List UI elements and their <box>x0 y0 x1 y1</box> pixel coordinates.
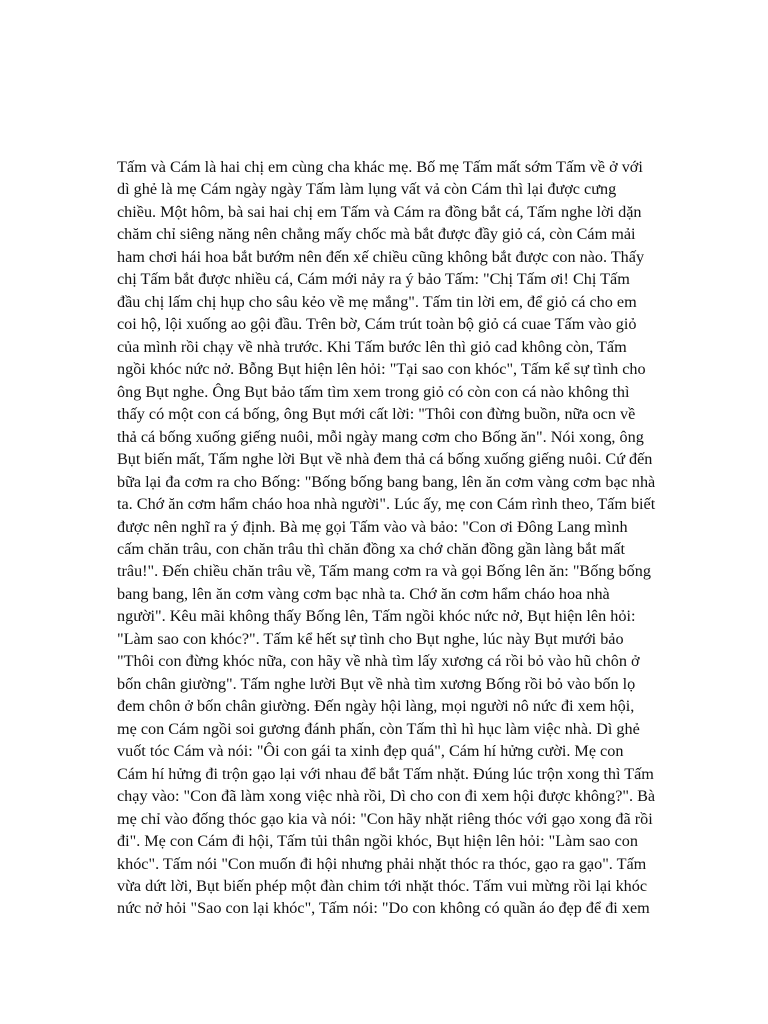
text-line: khóc". Tấm nói "Con muốn đi hội nhưng phải nhặt thóc ra thóc, gạo ra gạo". Tấm <box>117 854 647 873</box>
text-line: đi". Mẹ con Cám đi hội, Tấm tủi thân ngồi khóc, Bụt hiện lên hỏi: "Làm sao con <box>117 832 638 851</box>
text-line: vừa dứt lời, Bụt biến phép một đàn chim tới nhặt thóc. Tấm vui mừng rồi lại khóc <box>117 877 648 895</box>
text-line: ông Bụt nghe. Ông Bụt bảo tấm tìm xem trong giỏ có còn con cá nào không thì <box>117 382 630 401</box>
text-line: của mình rồi chạy về nhà trước. Khi Tấm bước lên thì giỏ cad không còn, Tấm <box>117 337 627 356</box>
text-line: Bụt biến mất, Tấm nghe lời Bụt về nhà đem thả cá bống xuống giếng nuôi. Cứ đến <box>117 450 653 469</box>
text-line: chiều. Một hôm, bà sai hai chị em Tấm và Cám ra đồng bắt cá, Tấm nghe lời dặn <box>117 202 642 221</box>
text-line: chăm chỉ siêng năng nên chẳng mấy chốc mà bắt được đầy giỏ cá, còn Cám mải <box>117 225 636 244</box>
text-line: vuốt tóc Cám và nói: "Ôi con gái ta xinh đẹp quá", Cám hí hửng cười. Mẹ con <box>117 742 624 761</box>
text-line: "Làm sao con khóc?". Tấm kể hết sự tình cho Bụt nghe, lúc này Bụt mưới bảo <box>117 629 624 648</box>
text-line: trâu!". Đến chiều chăn trâu về, Tấm mang cơm ra và gọi Bống lên ăn: "Bống bống <box>117 562 651 581</box>
text-line: mẹ chỉ vào đống thóc gạo kia và nói: "Con hãy nhặt riêng thóc với gạo xong đã rồi <box>117 809 653 828</box>
text-line: bang bang, lên ăn cơm vàng cơm bạc nhà ta. Chớ ăn cơm hẩm cháo hoa nhà <box>117 584 610 603</box>
text-line: đem chôn ở bốn chân giường. Đến ngày hội làng, mọi người nô nức đi xem hội, <box>117 697 635 716</box>
story-text <box>117 156 677 920</box>
text-line: thấy có một con cá bống, ông Bụt mới cất lời: "Thôi con đừng buồn, nữa ocn về <box>117 405 636 424</box>
text-line: coi hộ, lội xuống ao gội đầu. Trên bờ, Cám trút toàn bộ giỏ cá cuae Tấm vào giỏ <box>117 315 637 334</box>
text-line: thả cá bống xuống giếng nuôi, mỗi ngày mang cơm cho Bống ăn". Nói xong, ông <box>117 427 644 446</box>
text-line: đầu chị lấm chị hụp cho sâu kẻo về mẹ mắng". Tấm tin lời em, để giỏ cá cho em <box>117 292 637 311</box>
text-line: bữa lại đa cơm ra cho Bống: "Bống bống bang bang, lên ăn cơm vàng cơm bạc nhà <box>117 472 656 491</box>
text-line: bốn chân giường". Tấm nghe lười Bụt về nhà tìm xương Bống rồi bỏ vào bốn lọ <box>117 674 636 693</box>
text-line: chị Tấm bắt được nhiều cá, Cám mới nảy ra ý bảo Tấm: "Chị Tấm ơi! Chị Tấm <box>117 270 630 289</box>
text-line: Cám hí hửng đi trộn gạo lại với nhau để bắt Tấm nhặt. Đúng lúc trộn xong thì Tấm <box>117 764 654 783</box>
text-line: nức nở hỏi "Sao con lại khóc", Tấm nói: "Do con không có quần áo đẹp để đi xem <box>117 899 650 918</box>
text-line: người". Kêu mãi không thấy Bống lên, Tấm ngồi khóc nức nở, Bụt hiện lên hỏi: <box>117 607 636 626</box>
text-line: "Thôi con đừng khóc nữa, con hãy về nhà tìm lấy xương cá rồi bỏ vào hũ chôn ở <box>117 652 640 671</box>
text-line: ta. Chớ ăn cơm hẩm cháo hoa nhà người". Lúc ấy, mẹ con Cám rình theo, Tấm biết <box>117 495 656 514</box>
text-line: mẹ con Cám ngồi soi gương đánh phấn, còn Tấm thì hì hục làm việc nhà. Dì ghẻ <box>117 719 640 738</box>
text-line: ngồi khóc nức nở. Bỗng Bụt hiện lên hỏi: "Tại sao con khóc", Tấm kể sự tình cho <box>117 360 646 379</box>
text-line: dì ghẻ là mẹ Cám ngày ngày Tấm làm lụng vất vả còn Cám thì lại được cưng <box>117 180 617 199</box>
text-line: cấm chăn trâu, con chăn trâu thì chăn đồng xa chớ chăn đồng gần làng bắt mất <box>117 539 625 558</box>
text-line: Tấm và Cám là hai chị em cùng cha khác mẹ. Bố mẹ Tấm mất sớm Tấm về ở với <box>117 158 643 176</box>
text-line: được nên nghĩ ra ý định. Bà mẹ gọi Tấm vào và bảo: "Con ơi Đông Lang mình <box>117 517 628 536</box>
text-line: chạy vào: "Con đã làm xong việc nhà rồi, Dì cho con đi xem hội được không?". Bà <box>117 787 656 806</box>
text-line: ham chơi hái hoa bắt bướm nên đến xế chiều cũng không bắt được con nào. Thấy <box>117 247 645 266</box>
